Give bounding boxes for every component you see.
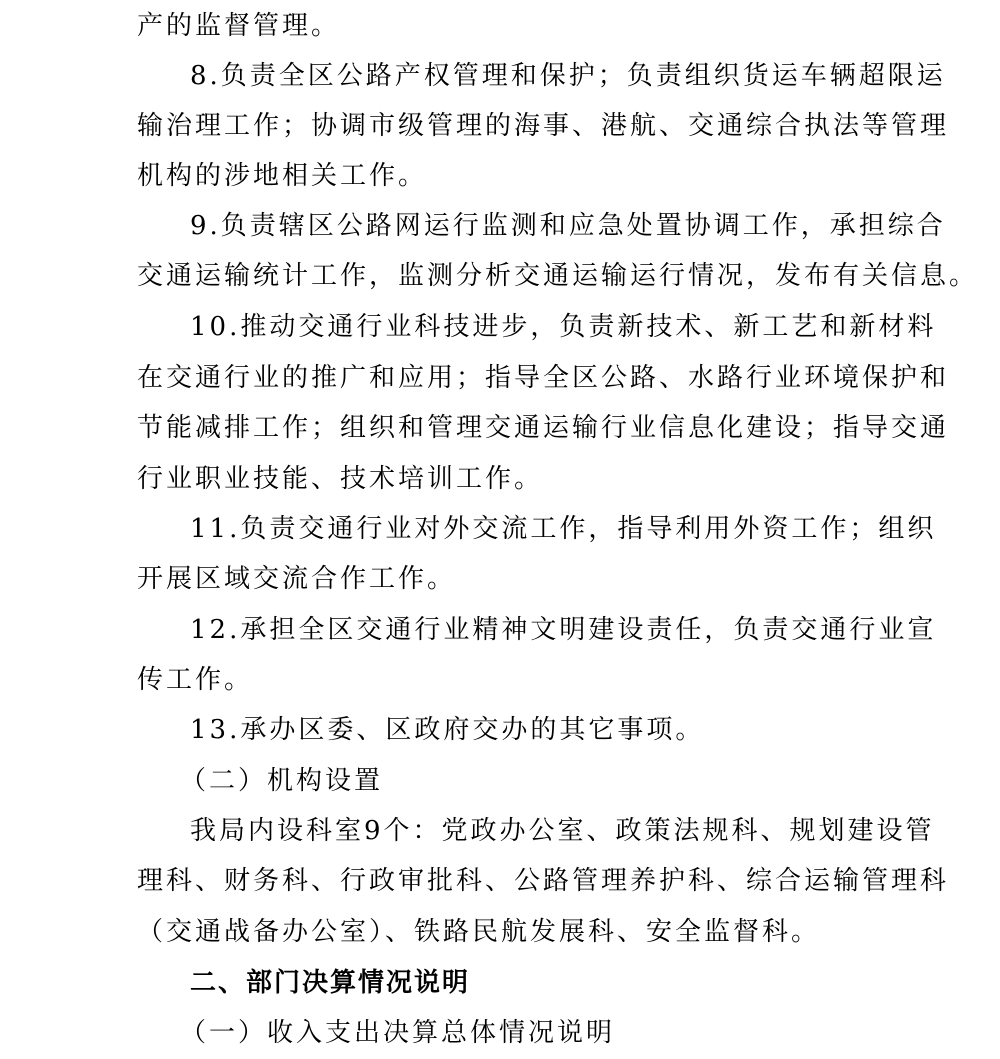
paragraph-line: 机构的涉地相关工作。: [137, 161, 428, 191]
chapter-heading-final-accounts: 二、部门决算情况说明: [190, 968, 471, 998]
paragraph-item-13-line: 13.承办区委、区政府交办的其它事项。: [190, 715, 705, 745]
paragraph-line: 交通运输统计工作，监测分析交通运输运行情况，发布有关信息。: [137, 261, 979, 291]
paragraph-line: 理科、财务科、行政审批科、公路管理养护科、综合运输管理科: [137, 866, 950, 896]
section-heading-org-setup: （二）机构设置: [180, 766, 384, 796]
paragraph-line: 产的监督管理。: [137, 11, 341, 41]
paragraph-line: 传工作。: [137, 665, 254, 695]
paragraph-line: 节能减排工作；组织和管理交通运输行业信息化建设；指导交通: [137, 413, 950, 443]
paragraph-item-8-line: 8.负责全区公路产权管理和保护；负责组织货运车辆超限运: [190, 61, 946, 91]
paragraph-line: 在交通行业的推广和应用；指导全区公路、水路行业环境保护和: [137, 363, 950, 393]
paragraph-line: （交通战备办公室）、铁路民航发展科、安全监督科。: [137, 917, 821, 947]
section-heading-income-expense: （一）收入支出决算总体情况说明: [180, 1018, 616, 1048]
paragraph-line: 行业职业技能、技术培训工作。: [137, 464, 544, 494]
paragraph-item-9-line: 9.负责辖区公路网运行监测和应急处置协调工作，承担综合: [190, 211, 946, 241]
paragraph-item-11-line: 11.负责交通行业对外交流工作，指导利用外资工作；组织: [190, 514, 937, 544]
paragraph-org-line: 我局内设科室9个：党政办公室、政策法规科、规划建设管: [190, 816, 935, 846]
paragraph-item-12-line: 12.承担全区交通行业精神文明建设责任，负责交通行业宣: [190, 615, 937, 645]
paragraph-line: 输治理工作；协调市级管理的海事、港航、交通综合执法等管理: [137, 111, 950, 141]
paragraph-line: 开展区域交流合作工作。: [137, 564, 457, 594]
paragraph-item-10-line: 10.推动交通行业科技进步，负责新技术、新工艺和新材料: [190, 312, 937, 342]
